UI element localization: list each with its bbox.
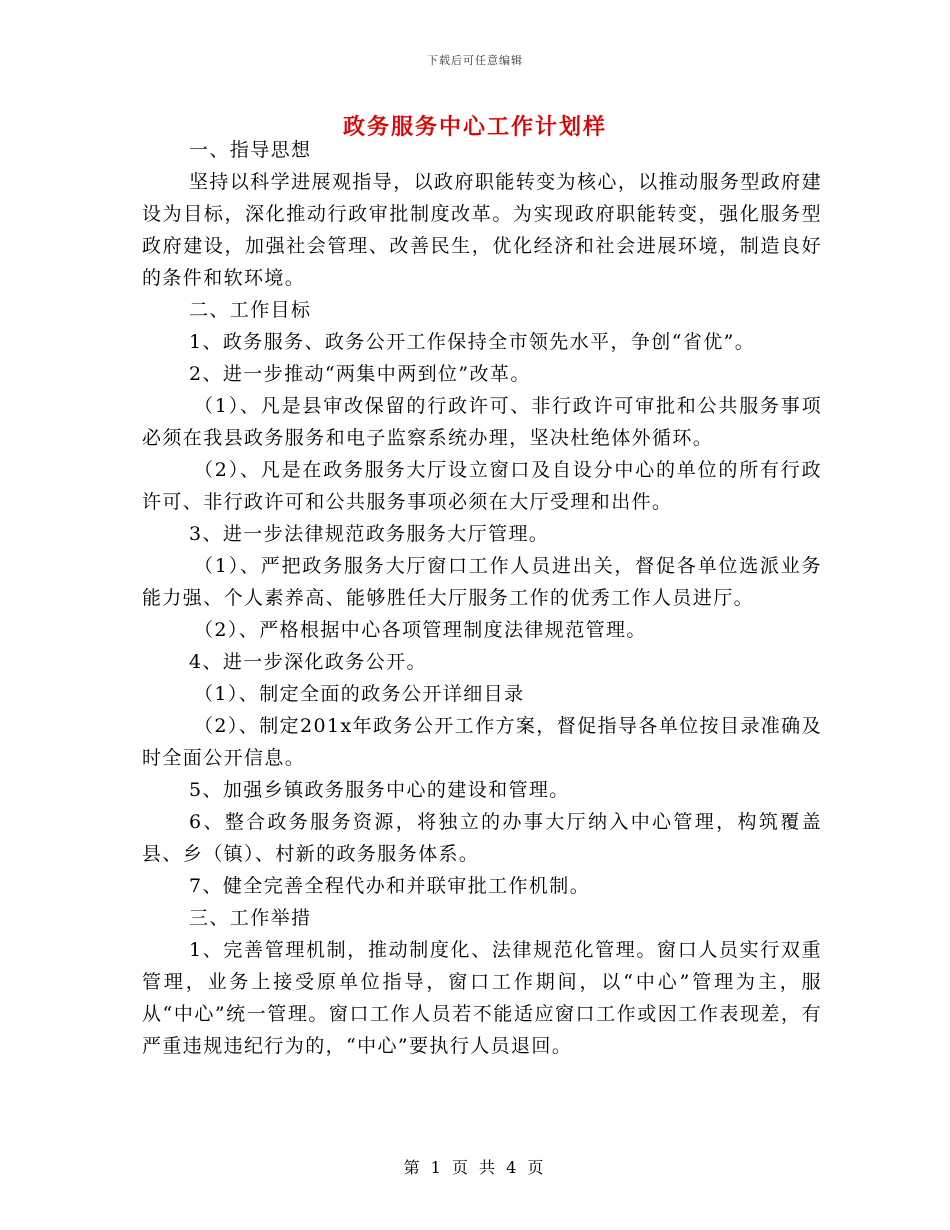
document-title: 政务服务中心工作计划样 [342, 114, 607, 140]
page-footer: 第 1 页 共 4 页 [403, 1158, 547, 1177]
list-item: 4、进一步深化政务公开。 [189, 651, 427, 673]
list-item: 2、进一步推动“两集中两到位”改革。 [189, 363, 531, 385]
sub-list-item: （1）、制定全面的政务公开详细目录 [194, 683, 525, 705]
section-heading-work-goals: 二、工作目标 [189, 299, 312, 321]
document-body [142, 134, 822, 1062]
list-item: 1、政务服务、政务公开工作保持全市领先水平，争创“省优”。 [189, 331, 756, 353]
list-item: 7、健全完善全程代办和并联审批工作机制。 [189, 875, 591, 897]
list-item: 1、完善管理机制，推动制度化、法律规范化管理。窗口人员实行双重管理，业务上接受原单位指导，窗口工作期间，以“中心”管理为主，服从“中心”统一管理。窗口工作人员若不能适应窗口工作或因工作表现差，有严重违规违纪行为的，“中心”要执行人员退回。 [142, 939, 822, 1057]
section-heading-guiding-thought: 一、指导思想 [189, 139, 312, 161]
paragraph: 坚持以科学进展观指导，以政府职能转变为核心，以推动服务型政府建设为目标，深化推动行政审批制度改革。为实现政府职能转变，强化服务型政府建设，加强社会管理、改善民生，优化经济和社会进展环境，制造良好的条件和软环境。 [142, 171, 822, 289]
list-item: 6、整合政务服务资源，将独立的办事大厅纳入中心管理，构筑覆盖县、乡（镇）、村新的政务服务体系。 [142, 811, 822, 865]
section-heading-work-measures: 三、工作举措 [189, 907, 312, 929]
list-item: 5、加强乡镇政务服务中心的建设和管理。 [189, 779, 570, 801]
list-item: 3、进一步法律规范政务服务大厅管理。 [189, 523, 550, 545]
sub-list-item: （2）、制定201x年政务公开工作方案，督促指导各单位按目录准确及时全面公开信息。 [142, 715, 822, 769]
sub-list-item: （2）、凡是在政务服务大厅设立窗口及自设分中心的单位的所有行政许可、非行政许可和公共服务事项必须在大厅受理和出件。 [142, 459, 822, 513]
sub-list-item: （2）、严格根据中心各项管理制度法律规范管理。 [194, 619, 647, 641]
sub-list-item: （1）、凡是县审改保留的行政许可、非行政许可审批和公共服务事项必须在我县政务服务和电子监察系统办理，坚决杜绝体外循环。 [142, 395, 822, 449]
sub-list-item: （1）、严把政务服务大厅窗口工作人员进出关，督促各单位选派业务能力强、个人素养高、能够胜任大厅服务工作的优秀工作人员进厅。 [142, 555, 822, 609]
page-header: 下载后可任意编辑 [427, 54, 523, 67]
